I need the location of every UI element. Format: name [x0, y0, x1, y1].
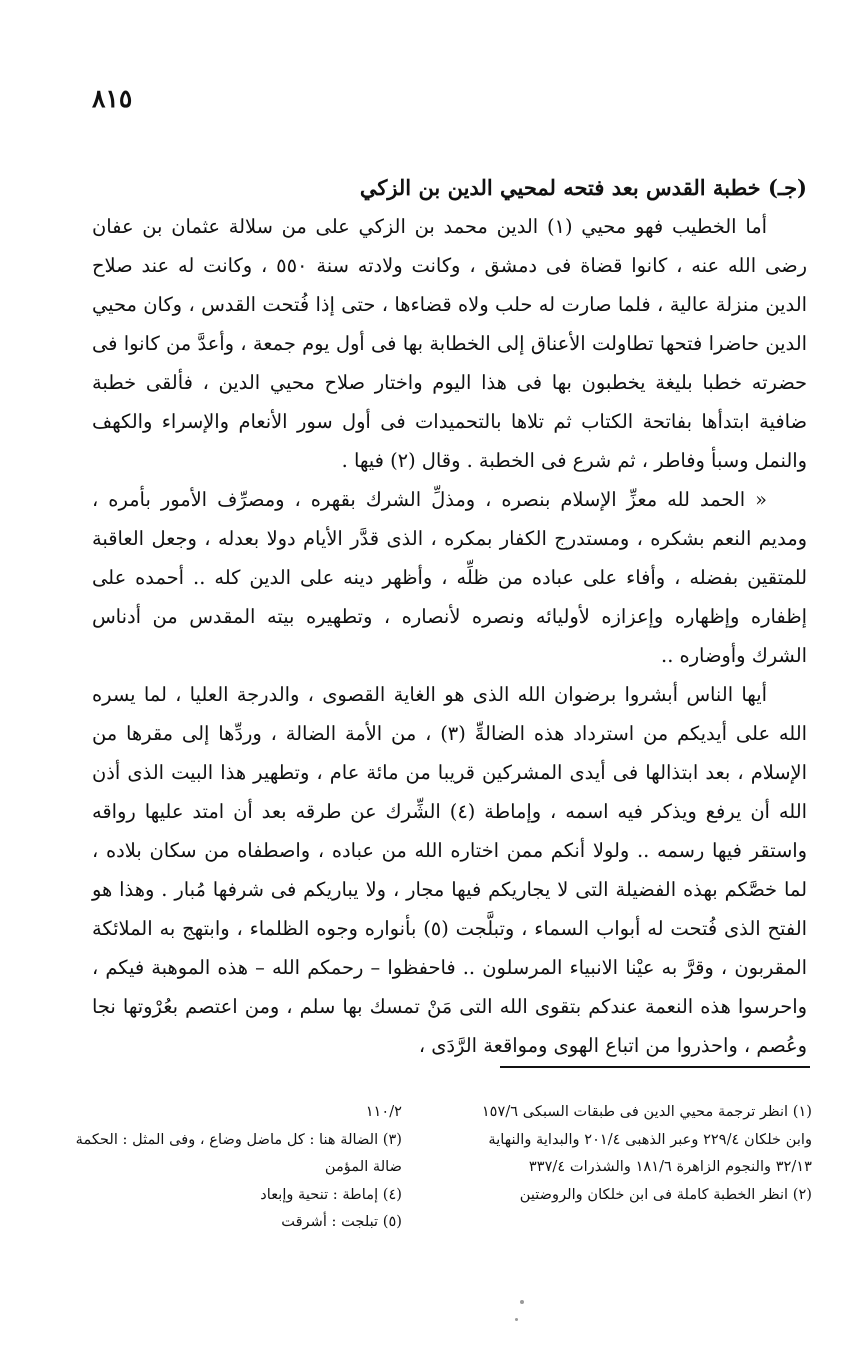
footnote-2: (٢) انظر الخطبة كاملة فى ابن خلكان والروضتين	[519, 1185, 812, 1203]
footnotes-right-column	[452, 1098, 812, 1208]
paragraph-sermon-opening: « الحمد لله معزِّ الإسلام بنصره ، ومذلِّ الشرك بقهره ، ومصرِّف الأمور بأمره ، ومديم النعم بشكره ، ومستدرج الكفار بمكره ، الذى قدَّر الأيام دولا بعدله ، وجعل العاقبة للمتقين بفضله ، وأفاء على عباده من ظلِّه ، وأظهر دينه على الدين كله .. أحمده على إظفاره وإظهاره وإعزازه لأوليائه ونصره لأنصاره ، وتطهيره بيته المقدس من أدناس الشرك وأوضاره ..	[92, 488, 807, 667]
footnotes-left-column	[62, 1098, 402, 1236]
footnote-4: (٤) إماطة : تنحية وإبعاد	[260, 1185, 402, 1203]
scan-speck	[520, 1300, 524, 1304]
footnote-1: (١) انظر ترجمة محيي الدين فى طبقات السبكى ١٥٧/٦ وابن خلكان ٢٢٩/٤ وعبر الذهبى ٢٠١/٤ والبداية والنهاية ٣٢/١٣ والنجوم الزاهرة ١٨١/٦ والشذرات ٣٣٧/٤	[481, 1103, 812, 1176]
footnote-3: (٣) الضالة هنا : كل ماضل وضاع ، وفى المثل : الحكمة ضالة المؤمن	[75, 1130, 402, 1176]
paragraph-sermon-address: أيها الناس أبشروا برضوان الله الذى هو الغاية القصوى ، والدرجة العليا ، لما يسره الله على أيديكم من استرداد هذه الضالةِّ (٣) ، من الأمة الضالة ، وردِّها إلى مقرها من الإسلام ، بعد ابتذالها فى أيدى المشركين قريبا من مائة عام ، وتطهير هذا البيت الذى أذن الله أن يرفع ويذكر فيه اسمه ، وإماطة (٤) الشِّرك عن طرقه بعد أن امتد عليها رواقه واستقر فيها رسمه .. ولولا أنكم ممن اختاره الله من عباده ، واصطفاه من سكان بلاده ، لما خصَّكم بهذه الفضيلة التى لا يجاريكم فيها مجار ، ولا يباريكم فى شرفها مُبار . وهذا هو الفتح الذى فُتحت له أبواب السماء ، وتبلَّجت (٥) بأنواره وجوه الظلماء ، وابتهج به الملائكة المقربون ، وقرَّ به عيْنا الانبياء المرسلون .. فاحفظوا – رحمكم الله – هذه الموهبة فيكم ، واحرسوا هذه النعمة عندكم بتقوى الله التى مَنْ تمسك بها سلم ، ومن اعتصم بعُرْوتها نجا وعُصم ، واحذروا من اتباع الهوى ومواقعة الرَّدَى ،	[92, 683, 807, 1057]
footnote-1-continuation: ١١٠/٢	[365, 1103, 402, 1120]
paragraph-intro: أما الخطيب فهو محيي (١) الدين محمد بن الزكي على من سلالة عثمان بن عفان رضى الله عنه ، كانوا قضاة فى دمشق ، وكانت ولادته سنة ٥٥٠ ، وكانت له عند صلاح الدين منزلة عالية ، فلما صارت له حلب ولاه قضاءها ، حتى إذا فُتحت القدس ، وكان محيي الدين حاضرا فتحها تطاولت الأعناق إلى الخطابة بها فى أول يوم جمعة ، وأعدَّ من كانوا فى حضرته خطبا بليغة يخطبون بها فى هذا اليوم واختار صلاح محيي الدين ، فألقى خطبة ضافية ابتدأها بفاتحة الكتاب ثم تلاها بالتحميدات فى أول سور الأنعام والإسراء والكهف والنمل وسبأ وفاطر ، ثم شرع فى الخطبة . وقال (٢) فيها .	[92, 215, 807, 472]
section-heading: (جـ) خطبة القدس بعد فتحه لمحيي الدين بن الزكي	[359, 175, 807, 200]
page-number: ٨١٥	[92, 84, 133, 113]
scan-speck	[515, 1318, 518, 1321]
footnote-5: (٥) تبلجت : أشرقت	[281, 1213, 402, 1231]
body-text	[92, 168, 807, 1065]
footnote-separator	[500, 1066, 810, 1068]
